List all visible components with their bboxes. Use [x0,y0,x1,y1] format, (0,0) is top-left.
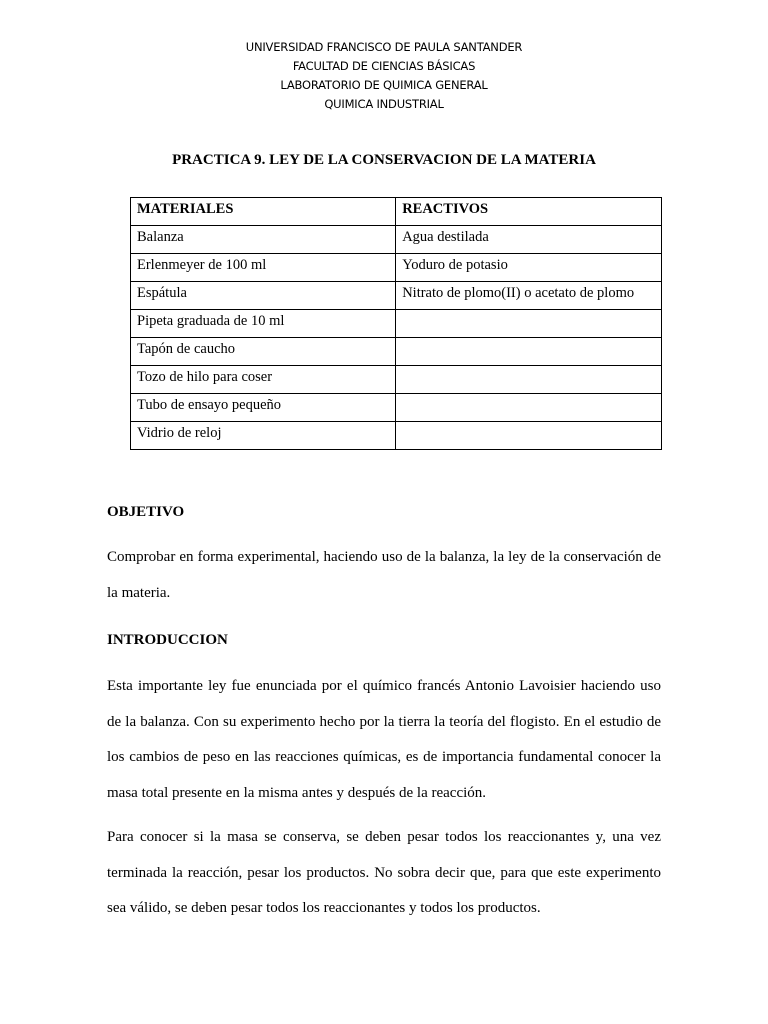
table-cell: Pipeta graduada de 10 ml [131,310,396,338]
table-row [131,226,662,254]
practice-title: PRACTICA 9. LEY DE LA CONSERVACION DE LA MATERIA [172,152,596,168]
table-cell [396,422,662,450]
introduccion-paragraph-2: Para conocer si la masa se conserva, se deben pesar todos los reaccionantes y, una vez terminada la reacción, pesar los productos. No sobra decir que, para que este experimento sea válido, se deben pesar todos los reaccionantes y todos los productos. [107,829,661,916]
table-row [131,282,662,310]
table-cell [396,394,662,422]
table-row [131,310,662,338]
faculty-name: FACULTAD DE CIENCIAS BÁSICAS [292,59,476,73]
university-name: UNIVERSIDAD FRANCISCO DE PAULA SANTANDER [245,40,523,54]
objetivo-text: Comprobar en forma experimental, haciendo uso de la balanza, la ley de la conservación de la materia. [107,549,661,601]
table-cell: Tapón de caucho [131,338,396,366]
table-cell [396,310,662,338]
institution-header [0,38,768,114]
table-cell: Tubo de ensayo pequeño [131,394,396,422]
table-header-row [131,198,662,226]
table-row [131,394,662,422]
table-cell [396,338,662,366]
table-cell: Erlenmeyer de 100 ml [131,254,396,282]
materials-table [130,197,662,450]
table-row [131,422,662,450]
table-cell: Vidrio de reloj [131,422,396,450]
table-cell: Espátula [131,282,396,310]
objetivo-heading: OBJETIVO [107,504,185,520]
table-row [131,338,662,366]
table-cell: Agua destilada [396,226,662,254]
column-header-reactivos: REACTIVOS [396,198,662,226]
table-row [131,366,662,394]
column-header-materiales: MATERIALES [131,198,396,226]
laboratory-name: LABORATORIO DE QUIMICA GENERAL [280,78,488,92]
introduccion-paragraph-1: Esta importante ley fue enunciada por el químico francés Antonio Lavoisier haciendo uso de la balanza. Con su experimento hecho por la tierra la teoría del flogisto. En el estudio de los cambios de peso en las reacciones químicas, es de importancia fundamental conocer la masa total presente en la misma antes y después de la reacción. [107,678,661,801]
introduccion-heading: INTRODUCCION [107,632,228,648]
table-cell: Tozo de hilo para coser [131,366,396,394]
table-cell: Nitrato de plomo(II) o acetato de plomo [396,282,662,310]
table-row [131,254,662,282]
table-cell: Balanza [131,226,396,254]
program-name: QUIMICA INDUSTRIAL [324,97,444,111]
table-cell: Yoduro de potasio [396,254,662,282]
table-cell [396,366,662,394]
